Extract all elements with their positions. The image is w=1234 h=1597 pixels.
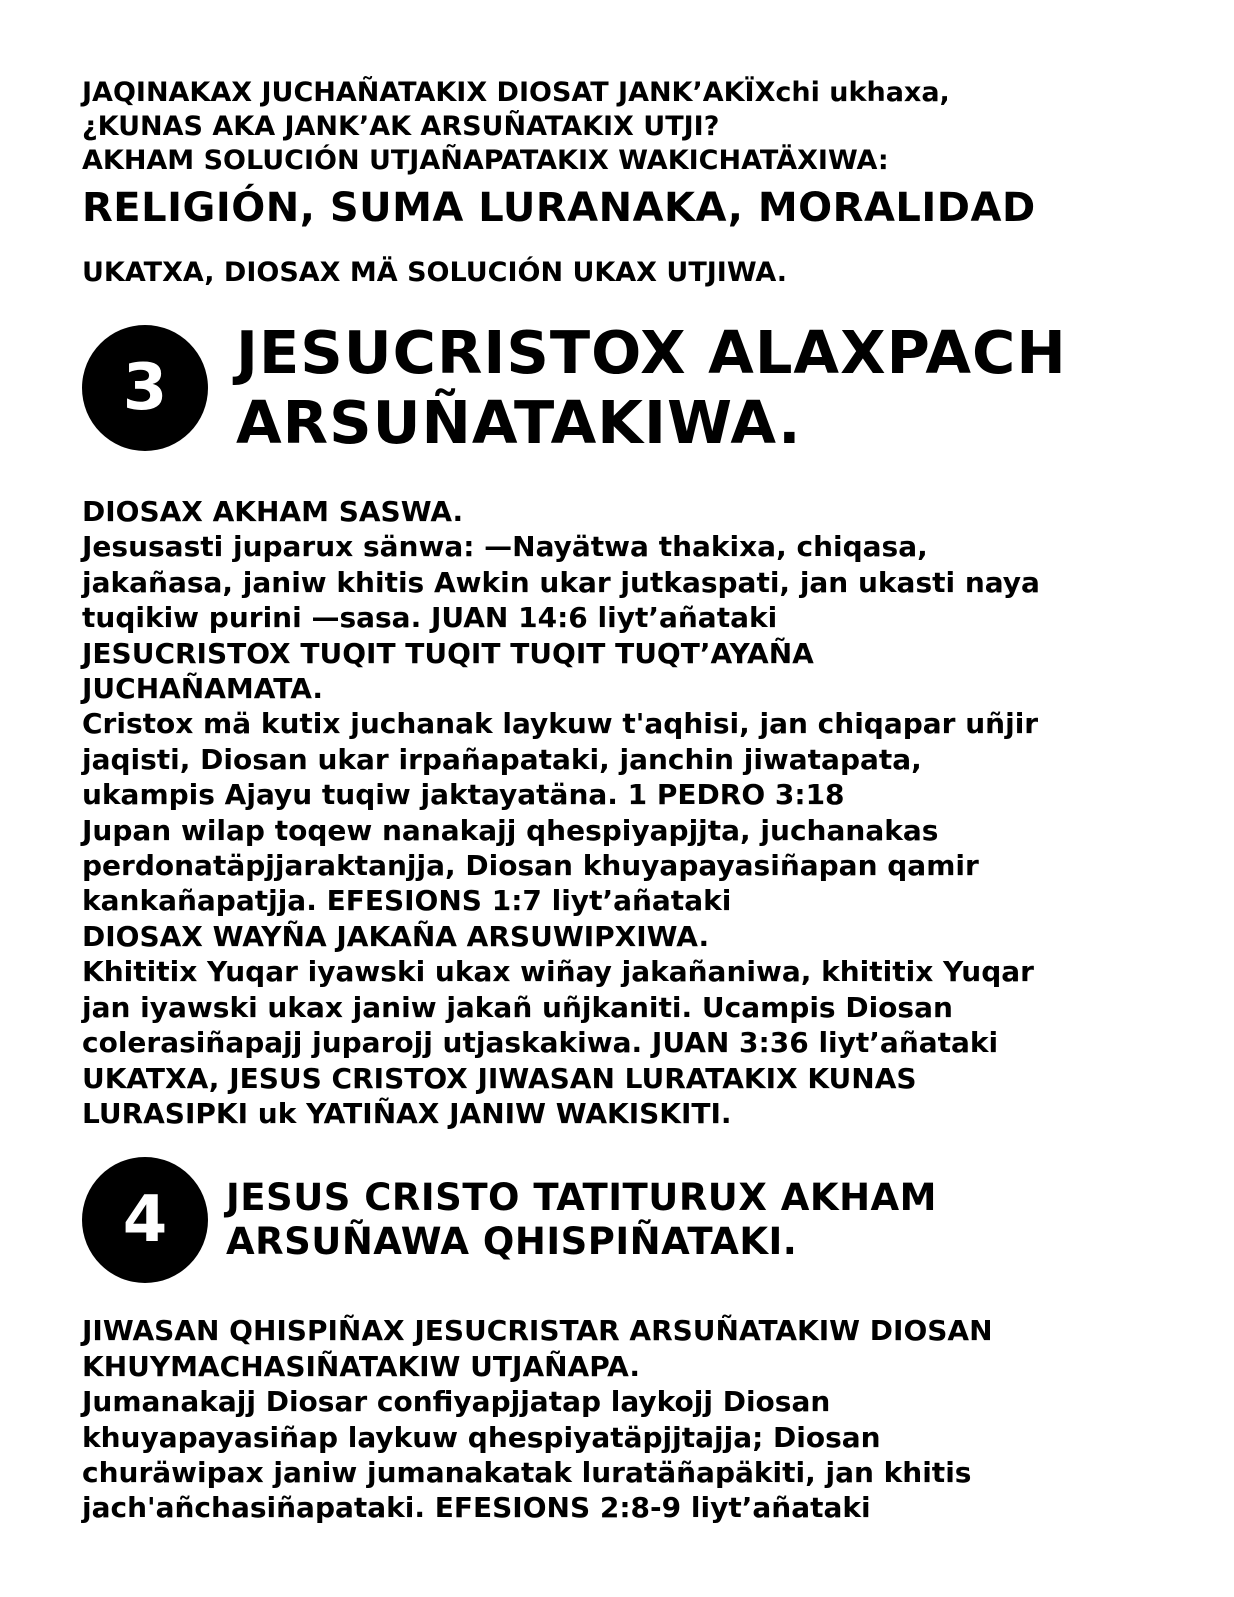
body-line: UKATXA, JESUS CRISTOX JIWASAN LURATAKIX KUNAS bbox=[82, 1061, 917, 1095]
but-line: UKATXA, DIOSAX MÄ SOLUCIÓN UKAX UTJIWA. bbox=[82, 257, 788, 288]
body-line: perdonatäpjjaraktanjja, Diosan khuyapayasiñapan qamir bbox=[82, 849, 979, 883]
body-line: Cristox mä kutix juchanak laykuw t'aqhisi, jan chiqapar uñjir bbox=[82, 707, 1039, 741]
body-line: LURASIPKI uk YATIÑAX JANIW WAKISKITI. bbox=[82, 1096, 732, 1130]
section-3-title-line: JESUCRISTOX ALAXPACH bbox=[236, 318, 1067, 387]
body-line: DIOSAX WAYÑA JAKAÑA ARSUWIPXIWA. bbox=[82, 919, 710, 953]
body-line: JESUCRISTOX TUQIT TUQIT TUQIT TUQT’AYAÑA bbox=[82, 636, 814, 670]
body-line: jakañasa, janiw khitis Awkin ukar jutkaspati, jan ukasti naya bbox=[82, 565, 1040, 599]
section-4-title bbox=[226, 1176, 937, 1264]
tract-page bbox=[82, 76, 1172, 1526]
section-4-header bbox=[82, 1157, 1172, 1283]
section-4-title-line: ARSUÑAWA QHISPIÑATAKI. bbox=[226, 1220, 798, 1264]
body-line: churäwipax janiw jumanakatak luratäñapäkiti, jan khitis bbox=[82, 1455, 972, 1489]
body-line: JUCHAÑAMATA. bbox=[82, 672, 324, 706]
intro-line-2: ¿KUNAS AKA JANK’AK ARSUÑATAKIX UTJI? bbox=[82, 111, 720, 142]
section-3-header bbox=[82, 318, 1172, 458]
body-line: tuqikiw purini —sasa. JUAN 14:6 liyt’añataki bbox=[82, 601, 778, 635]
body-line: colerasiñapajj juparojj utjaskakiwa. JUAN 3:36 liyt’añataki bbox=[82, 1026, 999, 1060]
body-line: kankañapatjja. EFESIONS 1:7 liyt’añataki bbox=[82, 884, 732, 918]
section-number-badge: 4 bbox=[82, 1157, 208, 1283]
section-4-body bbox=[82, 1313, 1172, 1525]
body-line: jan iyawski ukax janiw jakañ uñjkaniti. Ucampis Diosan bbox=[82, 990, 953, 1024]
body-line: Jumanakajj Diosar confiyapjjatap laykojj Diosan bbox=[82, 1385, 831, 1419]
headline: RELIGIÓN, SUMA LURANAKA, MORALIDAD bbox=[82, 185, 1036, 231]
body-line: Jupan wilap toqew nanakajj qhespiyapjjta, juchanakas bbox=[82, 813, 939, 847]
body-line: KHUYMACHASIÑATAKIW UTJAÑAPA. bbox=[82, 1349, 640, 1383]
body-line: JIWASAN QHISPIÑAX JESUCRISTAR ARSUÑATAKIW DIOSAN bbox=[82, 1314, 993, 1348]
section-3-title bbox=[236, 318, 1067, 458]
body-line: jach'añchasiñapataki. EFESIONS 2:8-9 liyt’añataki bbox=[82, 1491, 871, 1525]
section-number-badge: 3 bbox=[82, 325, 208, 451]
body-line: ukampis Ajayu tuqiw jaktayatäna. 1 PEDRO 3:18 bbox=[82, 778, 845, 812]
section-3-body bbox=[82, 494, 1172, 1131]
section-4-title-line: JESUS CRISTO TATITURUX AKHAM bbox=[226, 1176, 937, 1220]
body-line: jaqisti, Diosan ukar irpañapataki, janchin jiwatapata, bbox=[82, 742, 922, 776]
body-line: Jesusasti juparux sänwa: —Nayätwa thakixa, chiqasa, bbox=[82, 530, 928, 564]
intro-line-3: AKHAM SOLUCIÓN UTJAÑAPATAKIX WAKICHATÄXIWA: bbox=[82, 145, 889, 176]
intro-line-1: JAQINAKAX JUCHAÑATAKIX DIOSAT JANK’AKÏXchi ukhaxa, bbox=[82, 77, 950, 108]
body-line: khuyapayasiñap laykuw qhespiyatäpjjtajja; Diosan bbox=[82, 1420, 881, 1454]
section-3-title-line: ARSUÑATAKIWA. bbox=[236, 388, 802, 457]
body-line: Khititix Yuqar iyawski ukax wiñay jakañaniwa, khititix Yuqar bbox=[82, 955, 1034, 989]
body-line: DIOSAX AKHAM SASWA. bbox=[82, 495, 464, 528]
